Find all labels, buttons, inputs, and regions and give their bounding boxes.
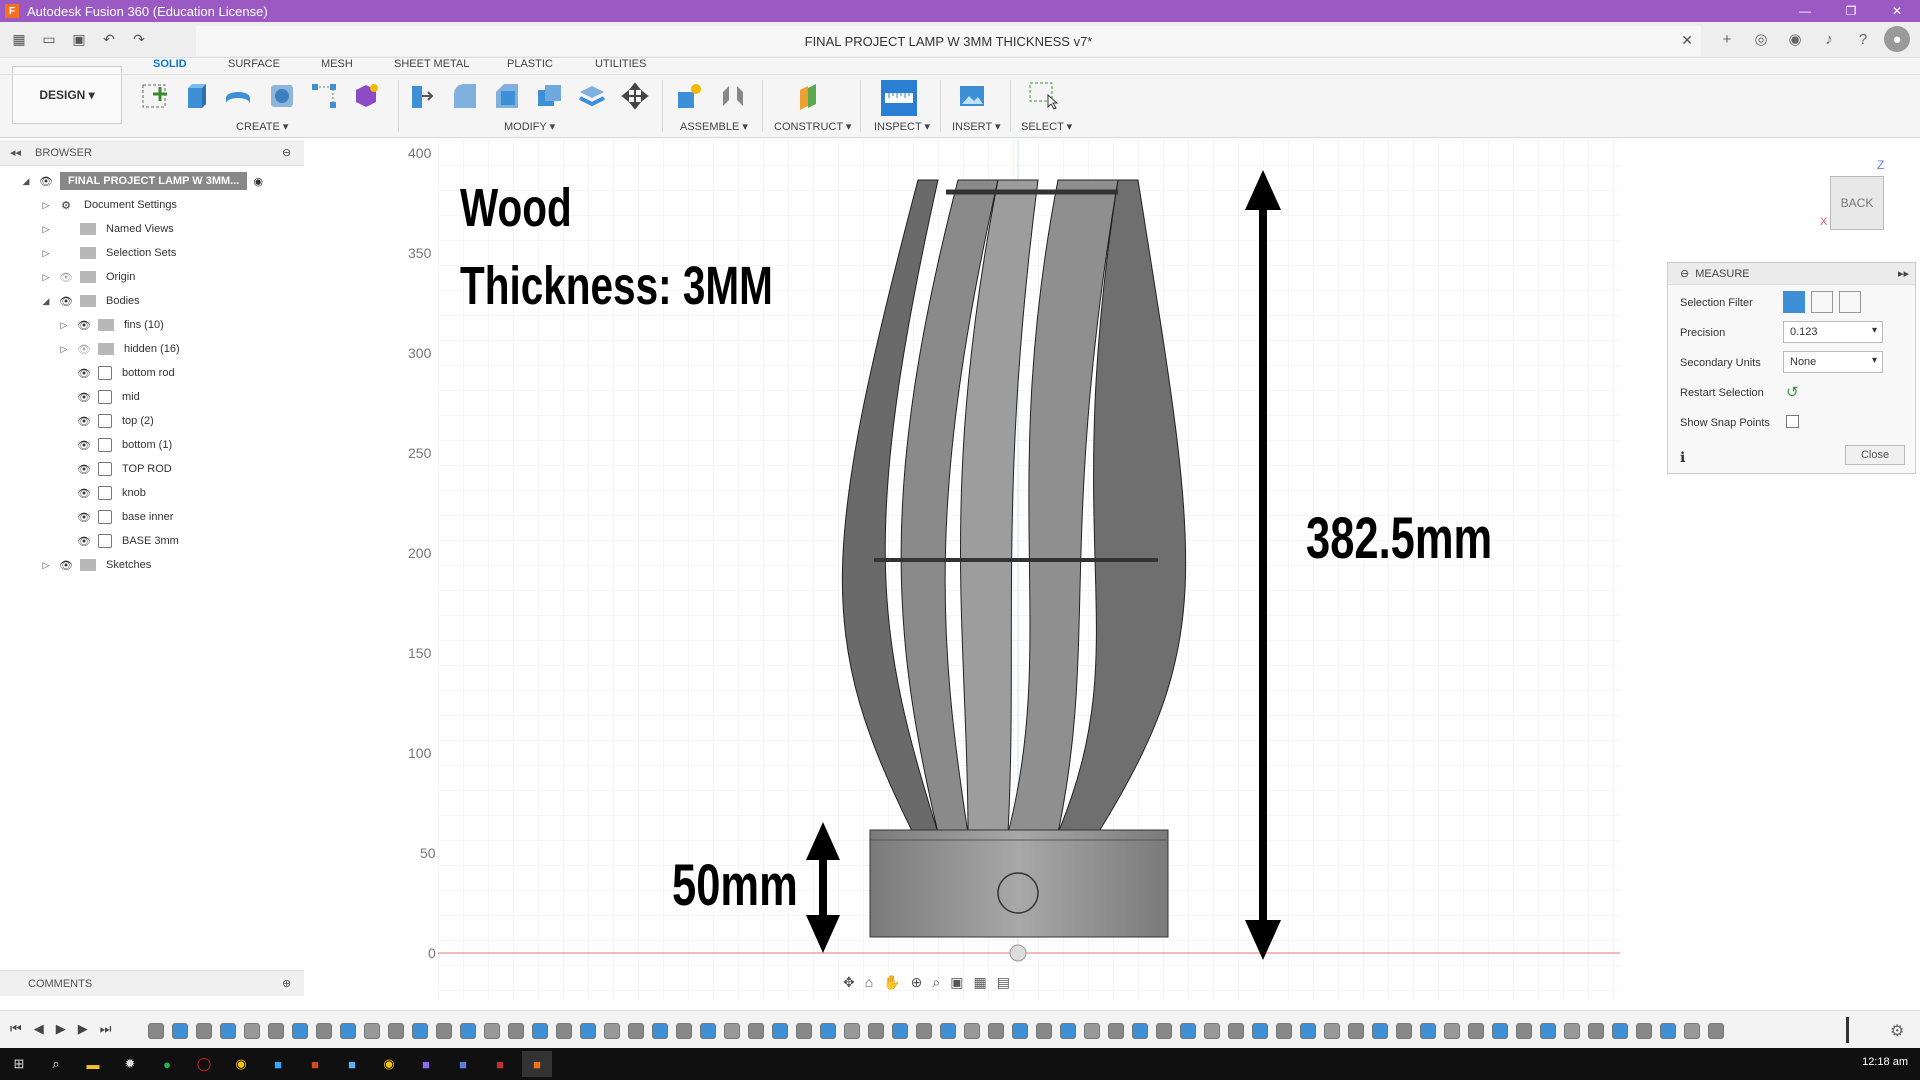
- shell-icon[interactable]: [533, 80, 565, 112]
- axis-tick: 100: [408, 745, 432, 761]
- precision-dropdown[interactable]: 0.123 ▾: [1783, 321, 1883, 343]
- close-tab-icon[interactable]: ✕: [1681, 32, 1693, 48]
- timeline-feature-icon[interactable]: [220, 1023, 236, 1039]
- thickness-label: Thickness: 3MM: [460, 256, 773, 316]
- tree-item-named-views[interactable]: ▷ Named Views: [40, 218, 174, 240]
- construct-group-label[interactable]: CONSTRUCT ▾: [774, 121, 852, 133]
- folder-icon: [98, 319, 114, 331]
- step-forward-icon[interactable]: ▶: [77, 1021, 88, 1036]
- timeline-feature-icon[interactable]: [292, 1023, 308, 1039]
- search-icon[interactable]: ⌕: [52, 1056, 60, 1071]
- timeline-feature-icon[interactable]: [1372, 1023, 1388, 1039]
- folder-icon: [80, 295, 96, 307]
- create-sketch-icon[interactable]: [138, 80, 170, 112]
- tree-item-document-settings[interactable]: ▷ ⚙ Document Settings: [40, 194, 177, 216]
- spotify-icon[interactable]: ●: [163, 1056, 171, 1072]
- measure-header[interactable]: ⊖ MEASURE ▸▸: [1668, 263, 1915, 285]
- move-copy-icon[interactable]: [619, 80, 651, 112]
- eye-hidden-icon[interactable]: 👁: [77, 343, 91, 356]
- expand-icon[interactable]: ▷: [42, 247, 50, 258]
- go-to-start-icon[interactable]: ⏮: [10, 1021, 22, 1036]
- timeline-feature-icon[interactable]: [436, 1023, 452, 1039]
- expand-icon[interactable]: ▷: [60, 319, 68, 330]
- selection-filter-label: Selection Filter: [1680, 297, 1753, 309]
- tab-mesh[interactable]: MESH: [321, 58, 353, 70]
- app-icon[interactable]: ■: [348, 1056, 356, 1072]
- new-tab-icon[interactable]: +: [1722, 30, 1732, 48]
- zoom-icon[interactable]: ⊕: [910, 974, 923, 990]
- tree-root[interactable]: ◢ 👁 FINAL PROJECT LAMP W 3MM... ◉: [20, 170, 263, 192]
- body-icon: [98, 510, 112, 524]
- timeline-feature-icon[interactable]: [1684, 1023, 1700, 1039]
- folder-icon: [80, 559, 96, 571]
- tree-item-hidden[interactable]: ▷ 👁 hidden (16): [58, 338, 180, 360]
- eye-icon[interactable]: 👁: [77, 367, 91, 380]
- tab-surface[interactable]: SURFACE: [228, 58, 280, 70]
- save-icon[interactable]: ▣: [72, 31, 86, 47]
- windows-taskbar: [0, 1048, 1920, 1080]
- avatar[interactable]: ●: [1884, 26, 1910, 52]
- timeline-feature-icon[interactable]: [556, 1023, 572, 1039]
- timeline-feature-icon[interactable]: [772, 1023, 788, 1039]
- rush-icon[interactable]: ■: [422, 1056, 430, 1072]
- fusion-taskbar-icon[interactable]: ■: [522, 1051, 552, 1077]
- timeline-feature-icon[interactable]: [1396, 1023, 1412, 1039]
- folder-icon: [80, 271, 96, 283]
- timeline-feature-icon[interactable]: [652, 1023, 668, 1039]
- tree-item-body[interactable]: 👁 bottom rod: [77, 367, 175, 380]
- timeline-feature-icon[interactable]: [1468, 1023, 1484, 1039]
- timeline-feature-icon[interactable]: [1252, 1023, 1268, 1039]
- timeline-feature-icon[interactable]: [268, 1023, 284, 1039]
- axis-tick: 300: [408, 345, 432, 361]
- snap-points-checkbox[interactable]: [1786, 415, 1799, 428]
- hole-icon[interactable]: [266, 80, 298, 112]
- timeline-feature-icon[interactable]: [964, 1023, 980, 1039]
- select-group-label[interactable]: SELECT ▾: [1021, 121, 1073, 133]
- timeline-feature-icon[interactable]: [1300, 1023, 1316, 1039]
- tree-item-body[interactable]: 👁 knob: [77, 487, 146, 500]
- fusion-logo-icon: F: [5, 4, 19, 18]
- browser-title: BROWSER: [35, 146, 92, 159]
- app-icon[interactable]: ■: [459, 1056, 467, 1072]
- timeline-feature-icon[interactable]: [1012, 1023, 1028, 1039]
- orbit-icon[interactable]: ✥: [843, 974, 855, 990]
- browser-header[interactable]: [0, 140, 304, 166]
- timeline-feature-icon[interactable]: [1492, 1023, 1508, 1039]
- timeline-feature-icon[interactable]: [148, 1023, 164, 1039]
- material-label: Wood: [460, 178, 572, 238]
- 3d-viewport[interactable]: [438, 140, 1620, 1000]
- secondary-units-label: Secondary Units: [1680, 357, 1761, 369]
- axis-tick: 200: [408, 545, 432, 561]
- timeline-feature-icon[interactable]: [1444, 1023, 1460, 1039]
- timeline-feature-icon[interactable]: [1516, 1023, 1532, 1039]
- photoshop-icon[interactable]: ■: [274, 1056, 282, 1072]
- eye-icon[interactable]: 👁: [39, 175, 53, 188]
- pan-icon[interactable]: ✋: [883, 974, 901, 990]
- tree-item-body[interactable]: 👁 bottom (1): [77, 439, 173, 452]
- timeline-feature-icon[interactable]: [1204, 1023, 1220, 1039]
- restart-selection-label: Restart Selection: [1680, 387, 1764, 399]
- filter-body-icon[interactable]: [1783, 291, 1805, 313]
- display-settings-icon[interactable]: ▣: [950, 974, 964, 990]
- assemble-group-label[interactable]: ASSEMBLE ▾: [680, 121, 748, 133]
- timeline-feature-icon[interactable]: [724, 1023, 740, 1039]
- timeline-feature-icon[interactable]: [988, 1023, 1004, 1039]
- tree-item-body[interactable]: 👁 mid: [77, 391, 140, 404]
- base-height-label: 50mm: [672, 853, 798, 918]
- filter-edge-icon[interactable]: [1839, 291, 1861, 313]
- timeline-feature-icon[interactable]: [892, 1023, 908, 1039]
- eye-icon[interactable]: 👁: [77, 463, 91, 476]
- timeline-marker[interactable]: [1846, 1017, 1849, 1043]
- filter-face-icon[interactable]: [1811, 291, 1833, 313]
- timeline-feature-icon[interactable]: [1564, 1023, 1580, 1039]
- timeline-feature-icon[interactable]: [1132, 1023, 1148, 1039]
- activate-icon[interactable]: ◉: [253, 175, 263, 188]
- navigation-bar: [843, 974, 1010, 991]
- file-explorer-icon[interactable]: ▬: [86, 1056, 100, 1072]
- tree-item-origin[interactable]: ▷ 👁 Origin: [40, 266, 135, 288]
- expand-dialog-icon[interactable]: ▸▸: [1897, 268, 1909, 280]
- timeline-feature-icon[interactable]: [844, 1023, 860, 1039]
- info-icon[interactable]: ℹ: [1680, 449, 1686, 465]
- expand-icon[interactable]: ▷: [42, 223, 50, 234]
- timeline-feature-icon[interactable]: [460, 1023, 476, 1039]
- axis-tick: 150: [408, 645, 432, 661]
- timeline-feature-icon[interactable]: [1276, 1023, 1292, 1039]
- timeline-feature-icon[interactable]: [1180, 1023, 1196, 1039]
- step-back-icon[interactable]: ◀: [33, 1021, 44, 1036]
- chrome-icon[interactable]: ◉: [383, 1056, 395, 1071]
- powerpoint-icon[interactable]: ■: [311, 1056, 319, 1072]
- collapse-icon[interactable]: ⊖: [1680, 268, 1690, 280]
- body-icon: [98, 414, 112, 428]
- collapse-icon[interactable]: ◢: [42, 295, 50, 306]
- height-label: 382.5mm: [1306, 506, 1493, 571]
- window-title: Autodesk Fusion 360 (Education License): [27, 3, 268, 19]
- tree-item-sketches[interactable]: ▷ 👁 Sketches: [40, 554, 151, 576]
- tree-item-body[interactable]: 👁 base inner: [77, 511, 174, 524]
- expand-icon[interactable]: ▷: [42, 271, 50, 282]
- settings-icon[interactable]: ✹: [124, 1056, 136, 1071]
- tab-solid[interactable]: SOLID: [153, 58, 187, 70]
- timeline-feature-icon[interactable]: [412, 1023, 428, 1039]
- tab-sheet-metal[interactable]: SHEET METAL: [394, 58, 470, 70]
- body-icon: [98, 366, 112, 380]
- timeline-feature-icon[interactable]: [916, 1023, 932, 1039]
- timeline-controls: [10, 1021, 111, 1037]
- expand-icon[interactable]: ▷: [60, 343, 68, 354]
- combine-icon[interactable]: [576, 80, 608, 112]
- timeline-feature-icon[interactable]: [316, 1023, 332, 1039]
- comments-label: COMMENTS: [28, 977, 93, 990]
- fit-icon[interactable]: ⌕: [932, 974, 941, 990]
- close-window-button[interactable]: ✕: [1891, 4, 1903, 18]
- timeline-feature-icon[interactable]: [1108, 1023, 1124, 1039]
- viewcube-x-label: X: [1820, 216, 1828, 228]
- restore-button[interactable]: ❐: [1845, 4, 1857, 18]
- timeline-feature-icon[interactable]: [340, 1023, 356, 1039]
- timeline-feature-icon[interactable]: [1708, 1023, 1724, 1039]
- timeline-feature-icon[interactable]: [388, 1023, 404, 1039]
- timeline-feature-icon[interactable]: [196, 1023, 212, 1039]
- eye-icon[interactable]: 👁: [59, 559, 73, 572]
- timeline-feature-icon[interactable]: [580, 1023, 596, 1039]
- insert-group-label[interactable]: INSERT ▾: [952, 121, 1001, 133]
- workspace-dropdown[interactable]: DESIGN ▾: [12, 66, 122, 124]
- eye-icon[interactable]: 👁: [77, 319, 91, 332]
- timeline-feature-icon[interactable]: [604, 1023, 620, 1039]
- timeline-feature-icon[interactable]: [868, 1023, 884, 1039]
- timeline-settings-icon[interactable]: ⚙: [1890, 1023, 1905, 1040]
- tree-item-fins[interactable]: ▷ 👁 fins (10): [58, 314, 164, 336]
- timeline-feature-icon[interactable]: [940, 1023, 956, 1039]
- folder-icon: [80, 247, 96, 259]
- timeline-feature-icon[interactable]: [1660, 1023, 1676, 1039]
- axis-tick: 50: [420, 845, 436, 861]
- timeline-feature-icon[interactable]: [748, 1023, 764, 1039]
- timeline-feature-icon[interactable]: [1324, 1023, 1340, 1039]
- notifications-icon[interactable]: ♪: [1825, 30, 1833, 48]
- undo-icon[interactable]: ↶: [103, 31, 115, 47]
- help-icon[interactable]: ?: [1858, 30, 1868, 48]
- timeline-feature-icon[interactable]: [628, 1023, 644, 1039]
- axis-tick: 350: [408, 245, 432, 261]
- minimize-button[interactable]: —: [1799, 4, 1811, 18]
- timeline-feature-icon[interactable]: [796, 1023, 812, 1039]
- document-title: FINAL PROJECT LAMP W 3MM THICKNESS v7*: [804, 33, 1093, 49]
- go-to-end-icon[interactable]: ⏭: [99, 1021, 112, 1036]
- timeline-feature-icon[interactable]: [1588, 1023, 1604, 1039]
- timeline-feature-icon[interactable]: [1612, 1023, 1628, 1039]
- window-titlebar: [0, 0, 1920, 22]
- create-group-label[interactable]: CREATE ▾: [236, 121, 289, 133]
- select-icon[interactable]: [1027, 80, 1059, 112]
- folder-icon: [80, 223, 96, 235]
- restart-icon[interactable]: ↺: [1786, 384, 1799, 401]
- selection-filter-buttons: [1783, 291, 1861, 313]
- timeline-feature-icon[interactable]: [508, 1023, 524, 1039]
- workspace-label: DESIGN: [39, 88, 86, 102]
- root-label: FINAL PROJECT LAMP W 3MM...: [60, 172, 247, 190]
- new-component-icon[interactable]: [674, 80, 706, 112]
- comments-panel[interactable]: [0, 970, 304, 996]
- tree-item-body[interactable]: 👁 BASE 3mm: [77, 535, 179, 548]
- joint-icon[interactable]: [717, 80, 749, 112]
- eye-icon[interactable]: 👁: [77, 415, 91, 428]
- measure-tool-icon[interactable]: [881, 80, 917, 116]
- offset-plane-icon[interactable]: [794, 80, 826, 112]
- measure-dialog: [1667, 262, 1916, 474]
- extrude-icon[interactable]: [180, 80, 212, 112]
- timeline: [0, 1010, 1920, 1048]
- tree-item-body[interactable]: 👁 TOP ROD: [77, 463, 172, 476]
- grid-settings-icon[interactable]: ▦: [973, 974, 987, 990]
- timeline-feature-icon[interactable]: [1348, 1023, 1364, 1039]
- ribbon-toolbar: [0, 58, 1920, 138]
- tab-utilities[interactable]: UTILITIES: [595, 58, 647, 70]
- expand-icon[interactable]: ▷: [42, 199, 50, 210]
- eye-icon[interactable]: 👁: [77, 439, 91, 452]
- look-at-icon[interactable]: ⌂: [864, 974, 874, 990]
- axis-tick: 250: [408, 445, 432, 461]
- app-icon[interactable]: ■: [496, 1056, 504, 1072]
- show-snap-points-label: Show Snap Points: [1680, 417, 1770, 429]
- gear-icon: ⚙: [61, 199, 71, 212]
- timeline-feature-icon[interactable]: [1036, 1023, 1052, 1039]
- timeline-feature-icon[interactable]: [364, 1023, 380, 1039]
- tree-item-body[interactable]: 👁 top (2): [77, 415, 154, 428]
- body-icon: [98, 438, 112, 452]
- axis-tick: 400: [408, 145, 432, 161]
- expand-icon[interactable]: ▷: [42, 559, 50, 570]
- collapse-panel-icon[interactable]: ◂◂: [10, 147, 22, 159]
- timeline-feature-icon[interactable]: [484, 1023, 500, 1039]
- job-status-icon[interactable]: ◉: [1788, 31, 1802, 48]
- tab-plastic[interactable]: PLASTIC: [507, 58, 553, 70]
- eye-icon[interactable]: 👁: [77, 391, 91, 404]
- tree-item-selection-sets[interactable]: ▷ Selection Sets: [40, 242, 176, 264]
- timeline-feature-icon[interactable]: [532, 1023, 548, 1039]
- eye-icon[interactable]: 👁: [77, 487, 91, 500]
- timeline-feature-icon[interactable]: [244, 1023, 260, 1039]
- timeline-feature-icon[interactable]: [1084, 1023, 1100, 1039]
- eye-hidden-icon[interactable]: 👁: [59, 271, 73, 284]
- press-pull-icon[interactable]: [405, 80, 437, 112]
- chrome-icon[interactable]: ◉: [235, 1056, 247, 1071]
- extensions-icon[interactable]: ◎: [1754, 31, 1768, 48]
- viewports-icon[interactable]: ▤: [996, 974, 1010, 990]
- timeline-feature-icon[interactable]: [172, 1023, 188, 1039]
- revolve-icon[interactable]: [222, 80, 254, 112]
- timeline-feature-icon[interactable]: [1060, 1023, 1076, 1039]
- viewcube[interactable]: BACK: [1830, 176, 1884, 230]
- timeline-features: [148, 1023, 1848, 1039]
- body-icon: [98, 462, 112, 476]
- document-tab[interactable]: [196, 26, 1701, 56]
- play-icon[interactable]: ▶: [55, 1021, 66, 1036]
- tree-item-bodies[interactable]: ◢ 👁 Bodies: [40, 290, 140, 312]
- timeline-feature-icon[interactable]: [1156, 1023, 1172, 1039]
- opera-icon[interactable]: ◯: [196, 1056, 212, 1071]
- chamfer-icon[interactable]: [490, 80, 522, 112]
- file-icon[interactable]: ▭: [42, 31, 56, 47]
- eye-icon[interactable]: 👁: [77, 511, 91, 524]
- timeline-feature-icon[interactable]: [676, 1023, 692, 1039]
- body-icon: [98, 486, 112, 500]
- clock: 12:18 am: [1862, 1056, 1908, 1068]
- timeline-feature-icon[interactable]: [1420, 1023, 1436, 1039]
- fillet-icon[interactable]: [448, 80, 480, 112]
- precision-label: Precision: [1680, 327, 1726, 339]
- redo-icon[interactable]: ↷: [133, 31, 145, 47]
- body-icon: [98, 390, 112, 404]
- insert-image-icon[interactable]: [956, 80, 988, 112]
- timeline-feature-icon[interactable]: [1540, 1023, 1556, 1039]
- timeline-feature-icon[interactable]: [820, 1023, 836, 1039]
- timeline-feature-icon[interactable]: [1636, 1023, 1652, 1039]
- pattern-icon[interactable]: [308, 80, 340, 112]
- start-icon[interactable]: ⊞: [13, 1056, 25, 1071]
- eye-icon[interactable]: 👁: [77, 535, 91, 548]
- axis-tick: 0: [428, 945, 436, 961]
- secondary-units-dropdown[interactable]: None ▾: [1783, 351, 1883, 373]
- eye-icon[interactable]: 👁: [59, 295, 73, 308]
- timeline-feature-icon[interactable]: [1228, 1023, 1244, 1039]
- body-icon: [98, 534, 112, 548]
- grid-menu-icon[interactable]: ▦: [12, 31, 26, 47]
- folder-icon: [98, 343, 114, 355]
- close-button[interactable]: Close: [1845, 445, 1905, 465]
- browser-pin-icon[interactable]: ⊖: [282, 147, 292, 159]
- add-comment-icon[interactable]: ⊕: [282, 978, 292, 990]
- inspect-group-label[interactable]: INSPECT ▾: [874, 121, 931, 133]
- modify-group-label[interactable]: MODIFY ▾: [504, 121, 556, 133]
- create-form-icon[interactable]: [350, 80, 382, 112]
- viewcube-z-label: Z: [1877, 158, 1885, 172]
- timeline-feature-icon[interactable]: [700, 1023, 716, 1039]
